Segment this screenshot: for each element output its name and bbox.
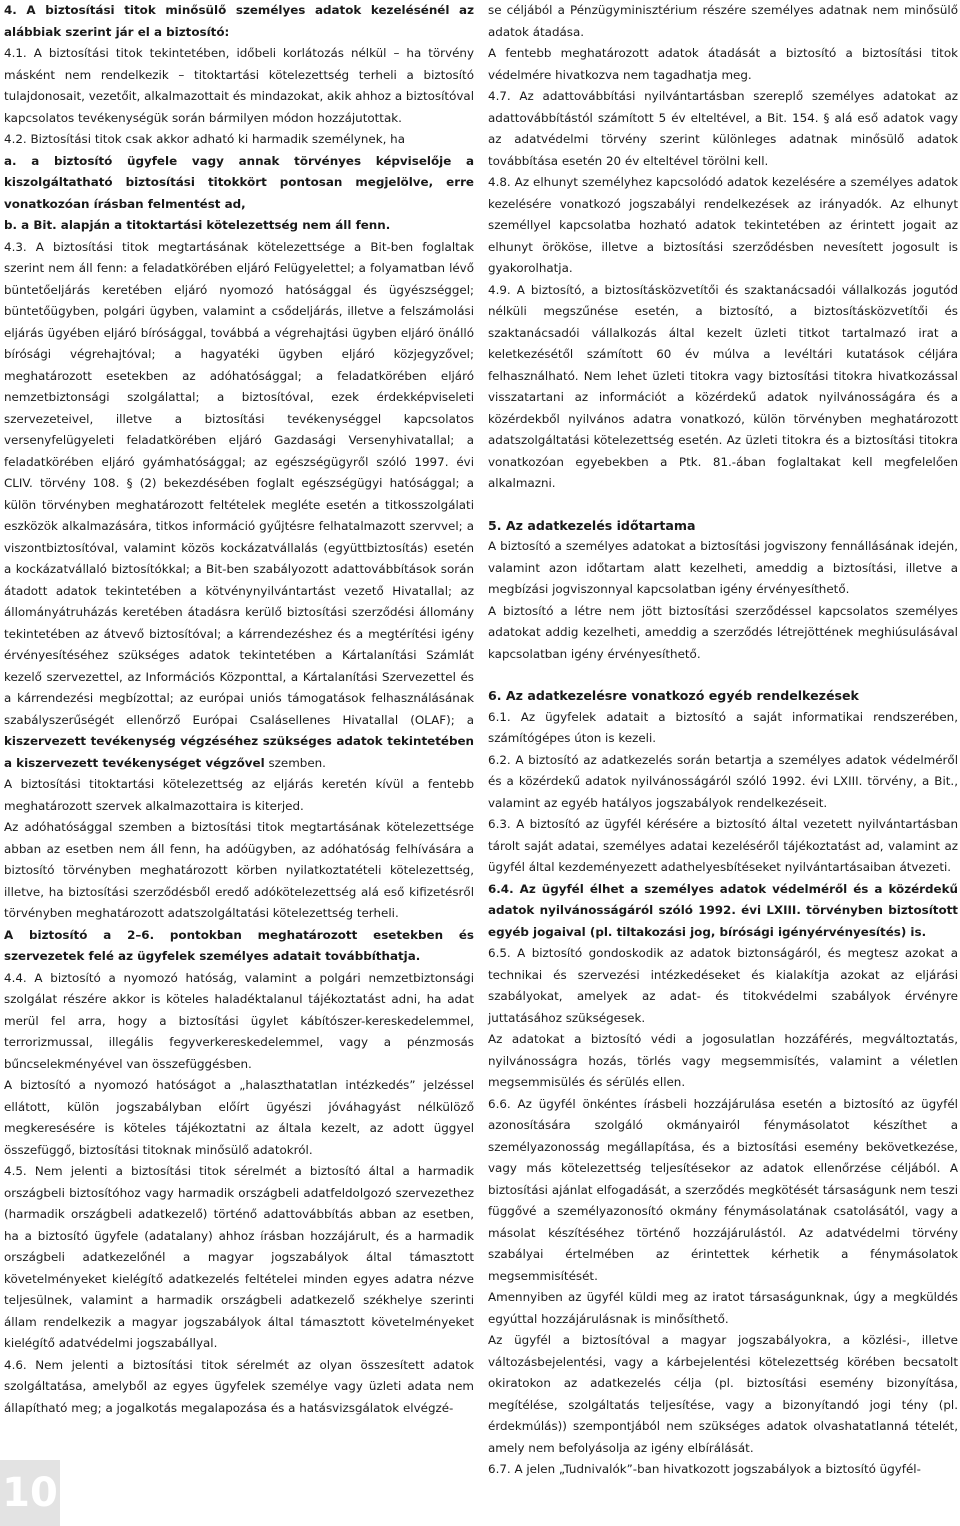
page-number: 10 [0, 1460, 60, 1526]
paragraph-4-3-tail: szemben. [264, 755, 326, 770]
paragraph-6-6-c: Az ügyfél a biztosítóval a magyar jogszabályokra, a közlési-, illetve változásbejelentési, vagy a kárbejelentési kötelezettség körében becsatolt okiratokon az adatkezelés célja (pl. biztosítási esemény bizonyítása, megítélése, szolgáltatás teljesítése, vagy a bizonyítandó jogi tény (pl. érdekmúlás)) szempontjából nem szükséges adatok olvashatatlanná tételét, amely nem befolyásolja az igény elbírálását. [488, 1333, 958, 1455]
paragraph-4-7: 4.7. Az adattovábbítási nyilvántartásban szereplő személyes adatokat az adattovábbítástól számított 5 év elteltével, a Bit. 154. § alá eső adatok vagy az adatvédelmi törvény szerint különleges adatnak minősülő adatok továbbítása esetén 20 év elteltével törölni kell. [488, 89, 958, 168]
paragraph-5-a: A biztosító a személyes adatokat a biztosítási jogviszony fennállásának idején, valamint azon időtartam alatt kezelheti, ameddig a biztosítási, illetve a megbízási jogviszonnyal kapcsolatban igény érvényesíthető. [488, 539, 958, 596]
paragraph-4-3-sub-1: A biztosítási titoktartási kötelezettség az eljárás keretén kívül a fentebb meghatározott szervek alkalmazottaira is kiterjed. [4, 777, 474, 813]
paragraph-4-5: 4.5. Nem jelenti a biztosítási titok sérelmét a biztosító által a harmadik országbeli biztosítóhoz vagy harmadik országbeli adatfeldolgozó szervezethez (harmadik országbeli adatkezelő) történő adattovábbítás abban az esetben, ha a biztosító ügyfele (adatalany) ahhoz írásban hozzájárult, és a harmadik országbeli adatkezelőnél a magyar jogszabályok által támasztott követelményeket kielégítő adatkezelés feltételei minden egyes adatra nézve teljesülnek, valamint a harmadik országbeli adatkezelő székhelye szerinti állam rendelkezik a magyar jogszabályok által támasztott követelményeket kielégítő adatvédelmi jogszabállyal. [4, 1164, 474, 1350]
paragraph-6-1: 6.1. Az ügyfelek adatait a biztosító a saját informatikai rendszerében, számítógépes úton is kezeli. [488, 709, 958, 745]
left-column [4, 0, 474, 1419]
paragraph-6-7: 6.7. A jelen „Tudnivalók”-ban hivatkozott jogszabályok a biztosító ügyfél- [488, 1462, 921, 1476]
paragraph-6-5: 6.5. A biztosító gondoskodik az adatok biztonságáról, és megtesz azokat a technikai és szervezési intézkedéseket és kialakítja azokat az eljárási szabályokat, amelyek az adat- és titokvédelmi szabályok érvényre juttatásához szükségesek. [488, 946, 958, 1025]
paragraph-4-4: 4.4. A biztosító a nyomozó hatóság, valamint a polgári nemzetbiztonsági szolgálat részére akkor is köteles haladéktalanul tájékoztatást adni, ha adat merül fel arra, hogy a biztosítási ügylet kábítószer-kereskedelemmel, terrorizmussal, illegális fegyverkereskedelemmel, vagy a pénzmosás bűncselekményével van összefüggésben. [4, 970, 474, 1071]
paragraph-4-3-sub-2: Az adóhatósággal szemben a biztosítási titok megtartásának kötelezettsége abban az esetben nem áll fenn, ha adóügyben, az adóhatóság felhívására a biztosító törvényben meghatározott körben nyilatkoztatételi kötelezettség, illetve, ha biztosítási szerződésből eredő adókötelezettség alá eső kifizetésről törvényben meghatározott adatszolgáltatási kötelezettség terheli. [4, 820, 474, 920]
paragraph-4-3-text: 4.3. A biztosítási titok megtartásának kötelezettsége a Bit-ben foglaltak szerint nem áll fenn: a feladatkörében eljáró Felügyelettel; a folyamatban lévő büntetőeljárás keretében eljáró nyomozó hatósággal és ügyészséggel; büntetőügyben, polgári ügyben, valamint a csődeljárás, illetve a felszámolási eljárás ügyében eljáró bírósággal, továbbá a végrehajtási ügyben eljáró önálló bírósági végrehajtóval; a hagyatéki ügyben eljáró közjegyzővel; meghatározott esetekben az adóhatósággal; a feladatkörében eljáró nemzetbiztonsági szolgálattal; a biztosítóval, ezek érdekképviseleti szervezeteivel, illetve a biztosítási tevékenységgel kapcsolatos versenyfelügyeleti feladatkörében eljáró Gazdasági Versenyhivatallal; a feladatkörében eljáró gyámhatósággal; az egészségügyről szóló 1997. évi CLIV. törvény 108. § (2) bekezdésében foglalt egészségügyi hatósággal; a külön törvényben meghatározott feltételek megléte esetén a titkosszolgálati eszközök alkalmazására, titkos információ gyűjtésre felhatalmazott szervvel; a viszontbiztosítóval, valamint közös kockázatvállalás (együttbiztosítás) esetén a kockázatvállaló biztosítókkal; a Bit-ben szabályozott adattovábbítások során átadott adatok tekintetében a kötvénynyilvántartást vezető Hivatallal; az állományátruházás keretében átadásra kerülő biztosítási szerződési állomány tekintetében az átvevő biztosítóval; a kárrendezéshez és a megtérítési igény érvényesítéséhez szükséges adatok tekintetében a Kártalanítási Számlát kezelő szervezettel, az Információs Központtal, a Kártalanítási Szervezettel és a kárrendezési megbízottal; az európai uniós támogatások felhasználásának szabályszerűségét ellenőrző Európai Csalásellenes Hivatallal (OLAF); a [4, 239, 474, 727]
paragraph-4-4-b: A biztosító a nyomozó hatóságot a „halaszthatatlan intézkedés” jelzéssel ellátott, külön jogszabályban előírt ügyészi jóváhagyást nélkülöző megkeresésére is köteles tájékoztatni az általa kezelt, az adott üggyel összefüggő, biztosítási titoknak minősülő adatokról. [4, 1078, 474, 1157]
paragraph-6-5-b: Az adatokat a biztosító védi a jogosulatlan hozzáférés, megváltoztatás, nyilvánosságra hozás, törlés vagy megsemmisítés, valamint a véletlen megsemmisülés és sérülés ellen. [488, 1032, 958, 1089]
paragraph-6-3: 6.3. A biztosító az ügyfél kérésére a biztosító által vezetett nyilvántartásban tárolt saját adatai, személyes adatai kezeléséről tájékoztatást ad, valamint az ügyfél által kezdeményezett adathelyesbítéseket nyilvántartásaiban átvezeti. [488, 817, 958, 874]
paragraph-4-6: 4.6. Nem jelenti a biztosítási titok sérelmét az olyan összesített adatok szolgáltatása, amelyből az egyes ügyfelek személye vagy üzleti adata nem állapítható meg; a jogalkotás megalapozása és a hatásvizsgálatok elvégzé- [4, 1357, 474, 1415]
paragraph-4-3 [4, 237, 474, 775]
section-6-heading: 6. Az adatkezelésre vonatkozó egyéb rendelkezések [488, 688, 859, 703]
paragraph-bold-2-6: A biztosító a 2–6. pontokban meghatározott esetekben és szervezetek felé az ügyfelek személyes adatait továbbíthatja. [4, 927, 474, 963]
paragraph-continued-2: A fentebb meghatározott adatok átadását a biztosító a biztosítási titok védelmére hivatkozva nem tagadhatja meg. [488, 46, 958, 82]
paragraph-continued: se céljából a Pénzügyminisztérium részére személyes adatnak nem minősülő adatok átadása. [488, 3, 958, 39]
section-5-heading: 5. Az adatkezelés időtartama [488, 517, 696, 533]
paragraph-4-2: 4.2. Biztosítási titok csak akkor adható ki harmadik személynek, ha [4, 132, 406, 146]
paragraph-6-4: 6.4. Az ügyfél élhet a személyes adatok védelméről és a közérdekű adatok nyilvánosságáról szóló 1992. évi LXIII. törvényben biztosított egyéb jogaival (pl. tiltakozási jog, bírósági igényérvényesítés) is. [488, 881, 958, 939]
paragraph-6-6-b: Amennyiben az ügyfél küldi meg az iratot társaságunknak, úgy a megküldés egyúttal hozzájárulásnak is minősíthető. [488, 1290, 958, 1326]
paragraph-6-6: 6.6. Az ügyfél önkéntes írásbeli hozzájárulása esetén a biztosító az ügyfél azonosítására szolgáló okmányairól fénymásolatot készíthet a személyazonosság megállapítása, és a biztosítási esemény bekövetkezése, vagy más kötelezettség teljesítésekor az adatok ellenőrzése céljából. A biztosítási ajánlat elfogadását, a szerződés megkötését társaságunk nem teszi függővé a személyazonosító okmány fénymásolatának csatolásától, vagy a másolat készítéséhez történő hozzájárulástól. Az adatvédelmi törvény szabályai értelmében az érintettek kérhetik a fénymásolatok megsemmisítését. [488, 1096, 958, 1283]
paragraph-4-8: 4.8. Az elhunyt személyhez kapcsolódó adatok kezelésére a személyes adatok kezelésére vonatkozó jogszabályi rendelkezések az irányadók. Az elhunyt személlyel kapcsolatba hozható adatok tekintetében az érintett jogait az elhunyt örököse, illetve a biztosítási szerződésben nevesített jogosult is gyakorolhatja. [488, 175, 958, 275]
paragraph-4-3-bold: kiszervezett tevékenység végzéséhez szükséges adatok tekintetében a kiszervezett tevékenységet végzővel [4, 734, 474, 770]
paragraph-5-b: A biztosító a létre nem jött biztosítási szerződéssel kapcsolatos személyes adatokat addig kezelheti, ameddig a szerződés létrejöttének meghiúsulásával kapcsolatban igény érvényesíthető. [488, 603, 958, 661]
paragraph-4-9: 4.9. A biztosító, a biztosításközvetítői és szaktanácsadói vállalkozás jogutód nélküli megszűnése esetén, a biztosító, a biztosításközvetítői és szaktanácsadói vállalkozás által kezelt üzleti titkot tartalmazó irat a keletkezésétől számított 60 év múlva a levéltári kutatások céljára felhasználható. Nem lehet üzleti titokra vagy biztosítási titokra hivatkozással visszatartani az információt a közérdekű adatok nyilvánosságára és a közérdekből nyilvános adatra vonatkozó, külön törvényben meghatározott adatszolgáltatási kötelezettség esetén. Az üzleti titokra és a biztosítási titokra vonatkozóan egyebekben a Ptk. 81.-ában foglaltakat kell megfelelően alkalmazni. [488, 282, 958, 490]
paragraph-4-2-a: a. a biztosító ügyfele vagy annak törvényes képviselője a kiszolgáltatható biztosítási titokkört pontosan megjelölve, erre vonatkozóan írásban felmentést ad, [4, 153, 474, 211]
paragraph-6-2: 6.2. A biztosító az adatkezelés során betartja a személyes adatok védelméről és a közérdekű adatok nyilvánosságáról szóló 1992. évi LXIII. törvény, a Bit., valamint az egyéb hatályos jogszabályok rendelkezéseit. [488, 752, 958, 810]
paragraph-4-2-b: b. a Bit. alapján a titoktartási kötelezettség nem áll fenn. [4, 218, 391, 232]
section-4-title: 4. A biztosítási titok minősülő személyes adatok kezelésénél az alábbiak szerint jár el a biztosító: [4, 3, 474, 39]
paragraph-4-1: 4.1. A biztosítási titok tekintetében, időbeli korlátozás nélkül – ha törvény másként nem rendelkezik – titoktartási kötelezettség terheli a biztosító tulajdonosait, vezetőit, alkalmazottait és mindazokat, akik ahhoz a biztosítóval kapcsolatos tevékenységük során bármilyen módon hozzájutottak. [4, 46, 474, 125]
right-column [488, 0, 958, 1481]
